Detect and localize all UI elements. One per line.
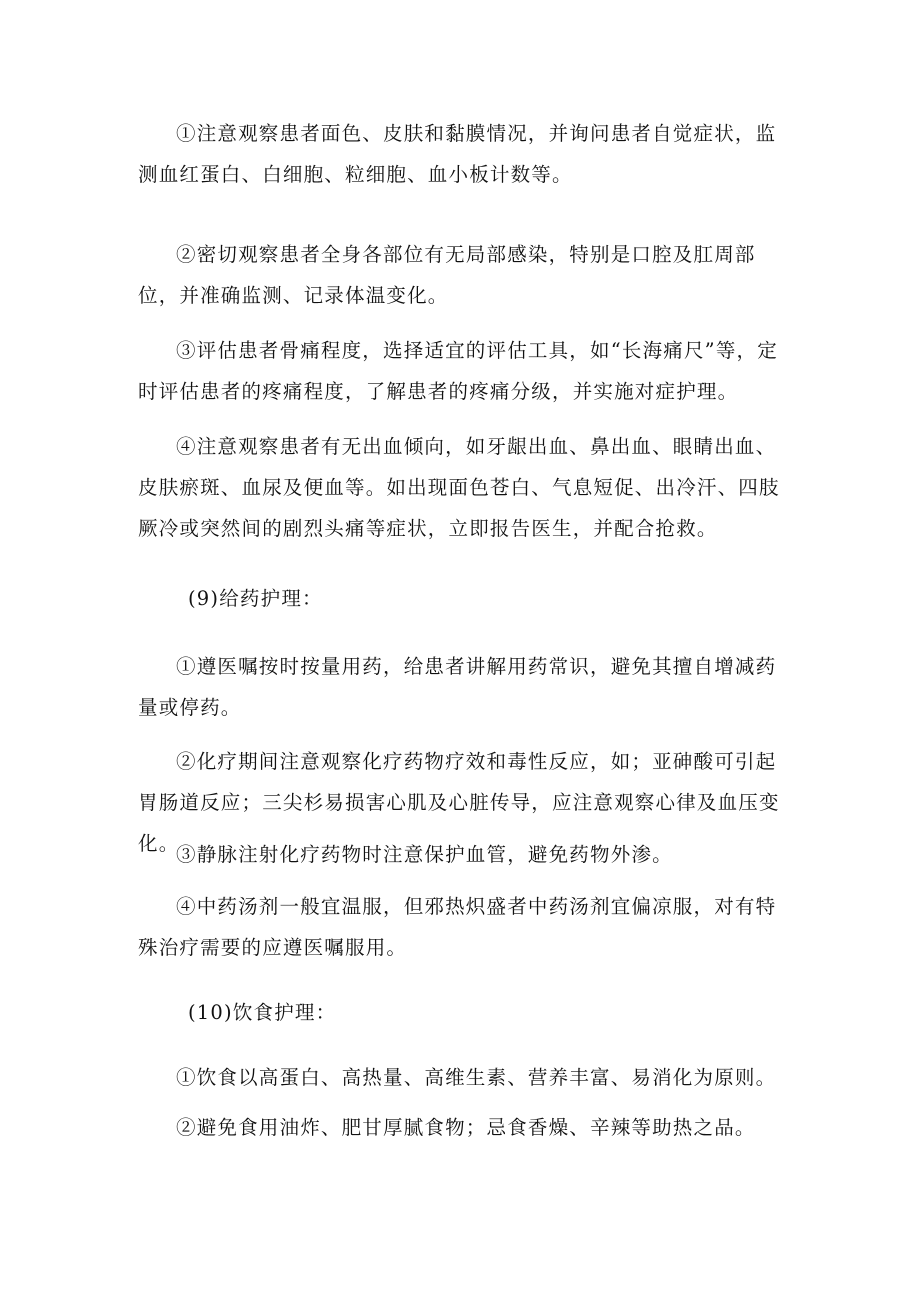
- paragraph-herbal-decoction: ④中药汤剂一般宜温服，但邪热炽盛者中药汤剂宜偏凉服，对有特殊治疗需要的应遵医嘱服用。: [138, 895, 777, 959]
- paragraph-diet-avoidance: ②避免食用油炸、肥甘厚腻食物；忌食香燥、辛辣等助热之品。: [176, 1116, 756, 1139]
- paragraph-infection-monitoring: ②密切观察患者全身各部位有无局部感染，特别是口腔及肛周部位，并准确监测、记录体温变化。: [138, 243, 756, 307]
- paragraph-bleeding-observation: ④注意观察患者有无出血倾向，如牙龈出血、鼻出血、眼睛出血、皮肤瘀斑、血尿及便血等。如出现面色苍白、气息短促、出冷汗、四肢厥冷或突然间的剧烈头痛等症状，立即报告医生，并配合抢救。: [138, 435, 780, 540]
- paragraph-bone-pain-assessment: ③评估患者骨痛程度，选择适宜的评估工具，如“长海痛尺”等，定时评估患者的疼痛程度，了解患者的疼痛分级，并实施对症护理。: [138, 339, 778, 403]
- section-heading-diet: (10)饮食护理：: [188, 1001, 337, 1024]
- paragraph-observe-complexion: ①注意观察患者面色、皮肤和黏膜情况，并询问患者自觉症状，监测血红蛋白、白细胞、粒细胞、血小板计数等。: [138, 122, 777, 186]
- section-heading-medication: (9)给药护理：: [188, 587, 323, 610]
- paragraph-iv-protection: ③静脉注射化疗药物时注意保护血管，避免药物外渗。: [176, 843, 673, 866]
- paragraph-medication-compliance: ①遵医嘱按时按量用药，给患者讲解用药常识，避免其擅自增减药量或停药。: [138, 655, 777, 719]
- paragraph-diet-principles: ①饮食以高蛋白、高热量、高维生素、营养丰富、易消化为原则。: [176, 1066, 777, 1089]
- paragraph-chemo-toxicity: ②化疗期间注意观察化疗药物疗效和毒性反应，如；亚砷酸可引起胃肠道反应；三尖杉易损害心肌及心脏传导，应注意观察心律及血压变化。: [138, 750, 780, 855]
